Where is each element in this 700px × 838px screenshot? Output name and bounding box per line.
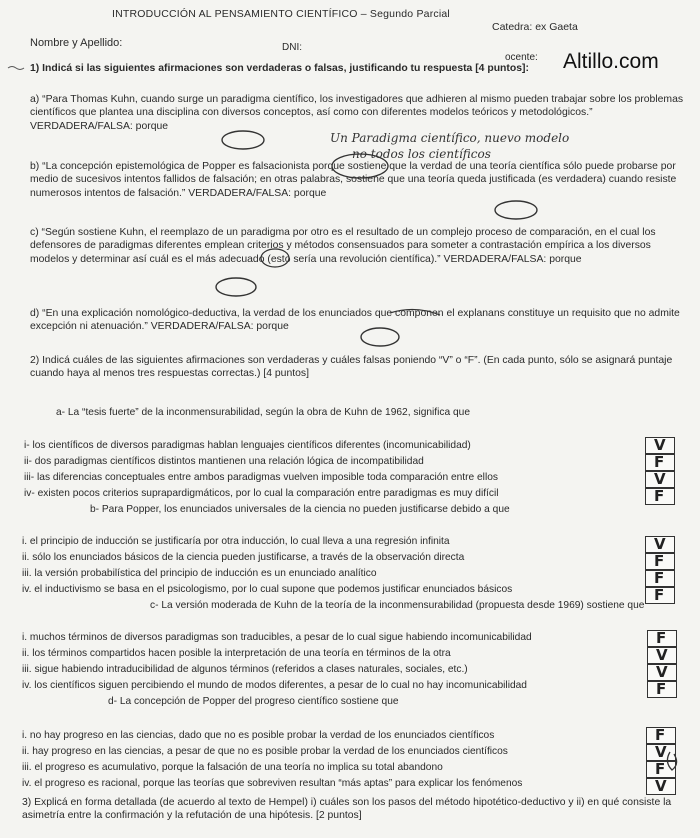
q1-b: b) “La concepción epistemológica de Popper es falsacionista porque sostiene que la verdad de una teoría científica sólo puede probarse por medio de sucesivos intentos fallidos de falsación; en otras palabras, sostiene que una teoría queda justificada (es verdadera) cuando resiste numerosos intentos de falsación.” VERDADERA/FALSA: porque (30, 161, 677, 199)
nombre-label: Nombre y Apellido: (30, 37, 123, 49)
altillo-logo: Altillo.com (563, 50, 659, 73)
q2-d-item: iv. el progreso es racional, porque las teorías que sobreviven resultan “más aptas” para explicar los fenómenos (22, 778, 523, 789)
answer-mark: F (654, 487, 665, 505)
answer-box[interactable] (647, 681, 677, 698)
q1-a: a) “Para Thomas Kuhn, cuando surge un paradigma científico, los investigadores que adhieren al mismo pueden trabajar sobre los problemas científicos que plantea una disciplina con diversos conceptos, así como con diferentes modelos teóricos y metodológicos.” VERDADERA/FALSA: porque (30, 94, 684, 132)
answer-box[interactable] (647, 630, 677, 647)
q2-b-item: iii. la versión probabilística del principio de inducción es un enunciado analítico (22, 568, 377, 579)
answer-mark: F (654, 586, 665, 604)
answer-mark: F (656, 680, 667, 698)
answer-box[interactable] (645, 570, 675, 587)
answer-box[interactable] (646, 761, 676, 778)
q2-c-item: ii. los términos compartidos hacen posible la interpretación de una teoría en términos de la otra (22, 648, 451, 659)
answer-mark: F (655, 726, 666, 744)
docente-label: ocente: (505, 52, 538, 63)
q2-b-title: b- Para Popper, los enunciados universales de la ciencia no pueden justificarse debido a que (90, 504, 510, 515)
answer-mark: V (654, 436, 666, 454)
answer-mark: F (655, 760, 666, 778)
answer-box[interactable] (645, 536, 675, 553)
answer-mark: F (656, 629, 667, 647)
margin-scribble (8, 67, 24, 70)
q2-a-title: a- La “tesis fuerte” de la inconmensurabilidad, según la obra de Kuhn de 1962, significa que (56, 407, 470, 418)
q2-d-item: ii. hay progreso en las ciencias, a pesar de que no es posible probar la verdad de los enunciados científicos (22, 746, 508, 757)
q2-b-item: ii. sólo los enunciados básicos de la ciencia pueden justificarse, a través de la observación directa (22, 552, 465, 563)
q1-a-handwriting-2: no todos los científicos (352, 147, 491, 161)
answer-mark: F (654, 569, 665, 587)
answer-box[interactable] (645, 471, 675, 488)
q1-c: c) “Según sostiene Kuhn, el reemplazo de un paradigma por otro es el resultado de un complejo proceso de comparación, en el cual los defensores de paradigmas diferentes emplean criterios y métodos consensuados para someter a contrastación empírica a los diversos modelos y determinar así cuál es el más adecuado (esto sería una revolución científica).” VERDADERA/FALSA: porque (30, 227, 656, 265)
q3-text: 3) Explicá en forma detallada (de acuerdo al texto de Hempel) i) cuáles son los pasos del método hipotético-deductivo y ii) en qué consiste la asimetría entre la confirmación y la refutación de una hipótesis. [2 puntos] (22, 797, 672, 822)
q2-d-item: i. no hay progreso en las ciencias, dado que no es posible probar la verdad de los enunciados científicos (22, 730, 495, 741)
q2-a-item: ii- dos paradigmas científicos distintos mantienen una relación lógica de incompatibilidad (24, 456, 424, 467)
q2-b-item: i. el principio de inducción se justificaría por otra inducción, lo cual lleva a una regresión infinita (22, 536, 450, 547)
answer-box[interactable] (645, 587, 675, 604)
falsa-circle-c (216, 278, 256, 296)
answer-mark: V (655, 743, 667, 761)
answer-mark: V (656, 646, 668, 664)
q2-c-item: iv. los científicos siguen percibiendo el mundo de modos diferentes, a pesar de lo cual no hay incomunicabilidad (22, 680, 527, 691)
q2-b-item: iv. el inductivismo se basa en el psicologismo, por lo cual supone que podemos justificar enunciados básicos (22, 584, 513, 595)
exam-title: INTRODUCCIÓN AL PENSAMIENTO CIENTÍFICO – Segundo Parcial (112, 8, 450, 20)
catedra-label: Catedra: ex Gaeta (492, 21, 578, 33)
answer-mark: V (656, 663, 668, 681)
q2-d-title: d- La concepción de Popper del progreso científico sostiene que (108, 696, 399, 707)
answer-mark: V (654, 470, 666, 488)
q1-intro: 1) Indicá si las siguientes afirmaciones son verdaderas o falsas, justificando tu respuesta [4 puntos]: (30, 63, 529, 74)
q1-d: d) “En una explicación nomológico-deductiva, la verdad de los enunciados que componen el explanans constituye un requisito que no admite excepción ni atenuación.” VERDADERA/FALSA: porque (30, 308, 680, 333)
answer-box[interactable] (645, 488, 675, 505)
answer-box[interactable] (646, 744, 676, 761)
q2-a-item: i- los científicos de diversos paradigmas hablan lenguajes científicos diferentes (incomunicabilidad) (24, 440, 471, 451)
q2-c-item: i. muchos términos de diversos paradigmas son traducibles, a pesar de lo cual sigue habiendo incomunicabilidad (22, 632, 532, 643)
answer-mark: F (654, 552, 665, 570)
answer-mark: F (654, 453, 665, 471)
q2-c-title: c- La versión moderada de Kuhn de la teoría de la inconmensurabilidad (propuesta desde 1969) sostiene que (150, 600, 645, 611)
q1-a-handwriting-1: Un Paradigma científico, nuevo modelo (330, 131, 570, 145)
answer-box[interactable] (647, 647, 677, 664)
q2-d-item: iii. el progreso es acumulativo, porque la falsación de una teoría no implica su total abandono (22, 762, 443, 773)
dni-label: DNI: (282, 42, 302, 53)
answer-box[interactable] (645, 437, 675, 454)
q2-c-item: iii. sigue habiendo intraducibilidad de algunos términos (referidos a clases naturales, sociales, etc.) (22, 664, 468, 675)
falsa-circle-a (222, 131, 264, 149)
answer-box[interactable] (645, 553, 675, 570)
q2-a-item: iv- existen pocos criterios suprapardigmáticos, por lo cual la comparación entre paradigmas es muy difícil (24, 488, 499, 499)
answer-box[interactable] (645, 454, 675, 471)
answer-box[interactable] (646, 778, 676, 795)
q2-intro: 2) Indicá cuáles de las siguientes afirmaciones son verdaderas y cuáles falsas poniendo “V” o “F”. (En cada punto, sólo se asignará puntaje cuando haya al menos tres respuestas correctas.) [4 puntos] (30, 355, 673, 380)
answer-mark: V (655, 777, 667, 795)
answer-box[interactable] (646, 727, 676, 744)
q2-a-item: iii- las diferencias conceptuales entre ambos paradigmas vuelven imposible toda comparación entre ellos (24, 472, 498, 483)
answer-box[interactable] (647, 664, 677, 681)
falsa-circle-b (495, 201, 537, 219)
answer-mark: V (654, 535, 666, 553)
